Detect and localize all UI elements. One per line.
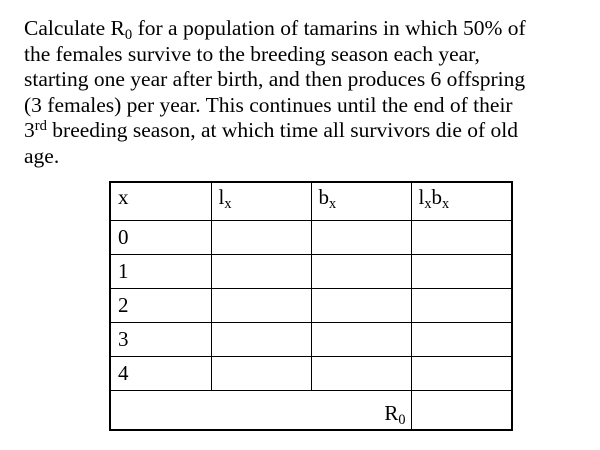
age-cell: 3: [110, 323, 211, 357]
problem-line-4: (3 females) per year. This continues until the end of their: [24, 92, 513, 117]
bx-cell[interactable]: [311, 255, 411, 289]
lxbx-cell[interactable]: [411, 221, 512, 255]
table-row: [110, 221, 512, 255]
header-x: [110, 182, 211, 221]
r0-label-sub: 0: [398, 411, 406, 428]
lxbx-cell[interactable]: [411, 357, 512, 391]
problem-line-1: [24, 16, 584, 42]
table-row: [110, 255, 512, 289]
problem-text: Calculate R: [24, 16, 125, 40]
lxbx-cell[interactable]: [411, 323, 512, 357]
age-cell: 0: [110, 221, 211, 255]
table-row: [110, 323, 512, 357]
problem-text: breeding season, at which time all survivors die of old: [46, 118, 519, 143]
bx-cell[interactable]: [311, 289, 411, 323]
lx-cell[interactable]: [211, 357, 311, 391]
header-bx-sub: x: [329, 195, 337, 212]
header-lxbx-base2: b: [431, 185, 442, 209]
header-lxbx-base1: l: [418, 185, 425, 209]
table-row: [110, 357, 512, 391]
subscript: 0: [124, 27, 133, 44]
bx-cell[interactable]: [311, 323, 411, 357]
header-x-label: x: [118, 185, 129, 209]
problem-statement: [24, 16, 584, 170]
lx-cell[interactable]: [211, 221, 311, 255]
header-lxbx: [411, 182, 512, 221]
problem-line-2: the females survive to the breeding season each year,: [24, 41, 480, 66]
life-table: [109, 181, 513, 431]
problem-text: for a population of tamarins in which 50% of: [132, 16, 526, 40]
header-bx: [311, 182, 411, 221]
age-cell: 4: [110, 357, 211, 391]
problem-text: 3: [24, 118, 35, 143]
table-footer-row: [110, 391, 512, 431]
header-bx-base: b: [318, 185, 329, 209]
r0-value-cell[interactable]: [411, 391, 512, 431]
bx-cell[interactable]: [311, 221, 411, 255]
age-cell: 1: [110, 255, 211, 289]
header-lx: [211, 182, 311, 221]
problem-line-5: [24, 118, 584, 144]
header-lx-sub: x: [224, 195, 232, 212]
bx-cell[interactable]: [311, 357, 411, 391]
problem-line-3: starting one year after birth, and then produces 6 offspring: [24, 67, 526, 92]
r0-label-base: R: [384, 401, 399, 425]
lx-cell[interactable]: [211, 323, 311, 357]
table-row: [110, 289, 512, 323]
lx-cell[interactable]: [211, 255, 311, 289]
table-header-row: [110, 182, 512, 221]
lxbx-cell[interactable]: [411, 255, 512, 289]
lxbx-cell[interactable]: [411, 289, 512, 323]
superscript: rd: [34, 118, 47, 135]
lx-cell[interactable]: [211, 289, 311, 323]
age-cell: 2: [110, 289, 211, 323]
r0-label-cell: [110, 391, 411, 431]
problem-line-6: age.: [24, 143, 60, 168]
header-lxbx-sub1: x: [424, 195, 432, 212]
header-lx-base: l: [218, 185, 225, 209]
header-lxbx-sub2: x: [441, 195, 450, 212]
